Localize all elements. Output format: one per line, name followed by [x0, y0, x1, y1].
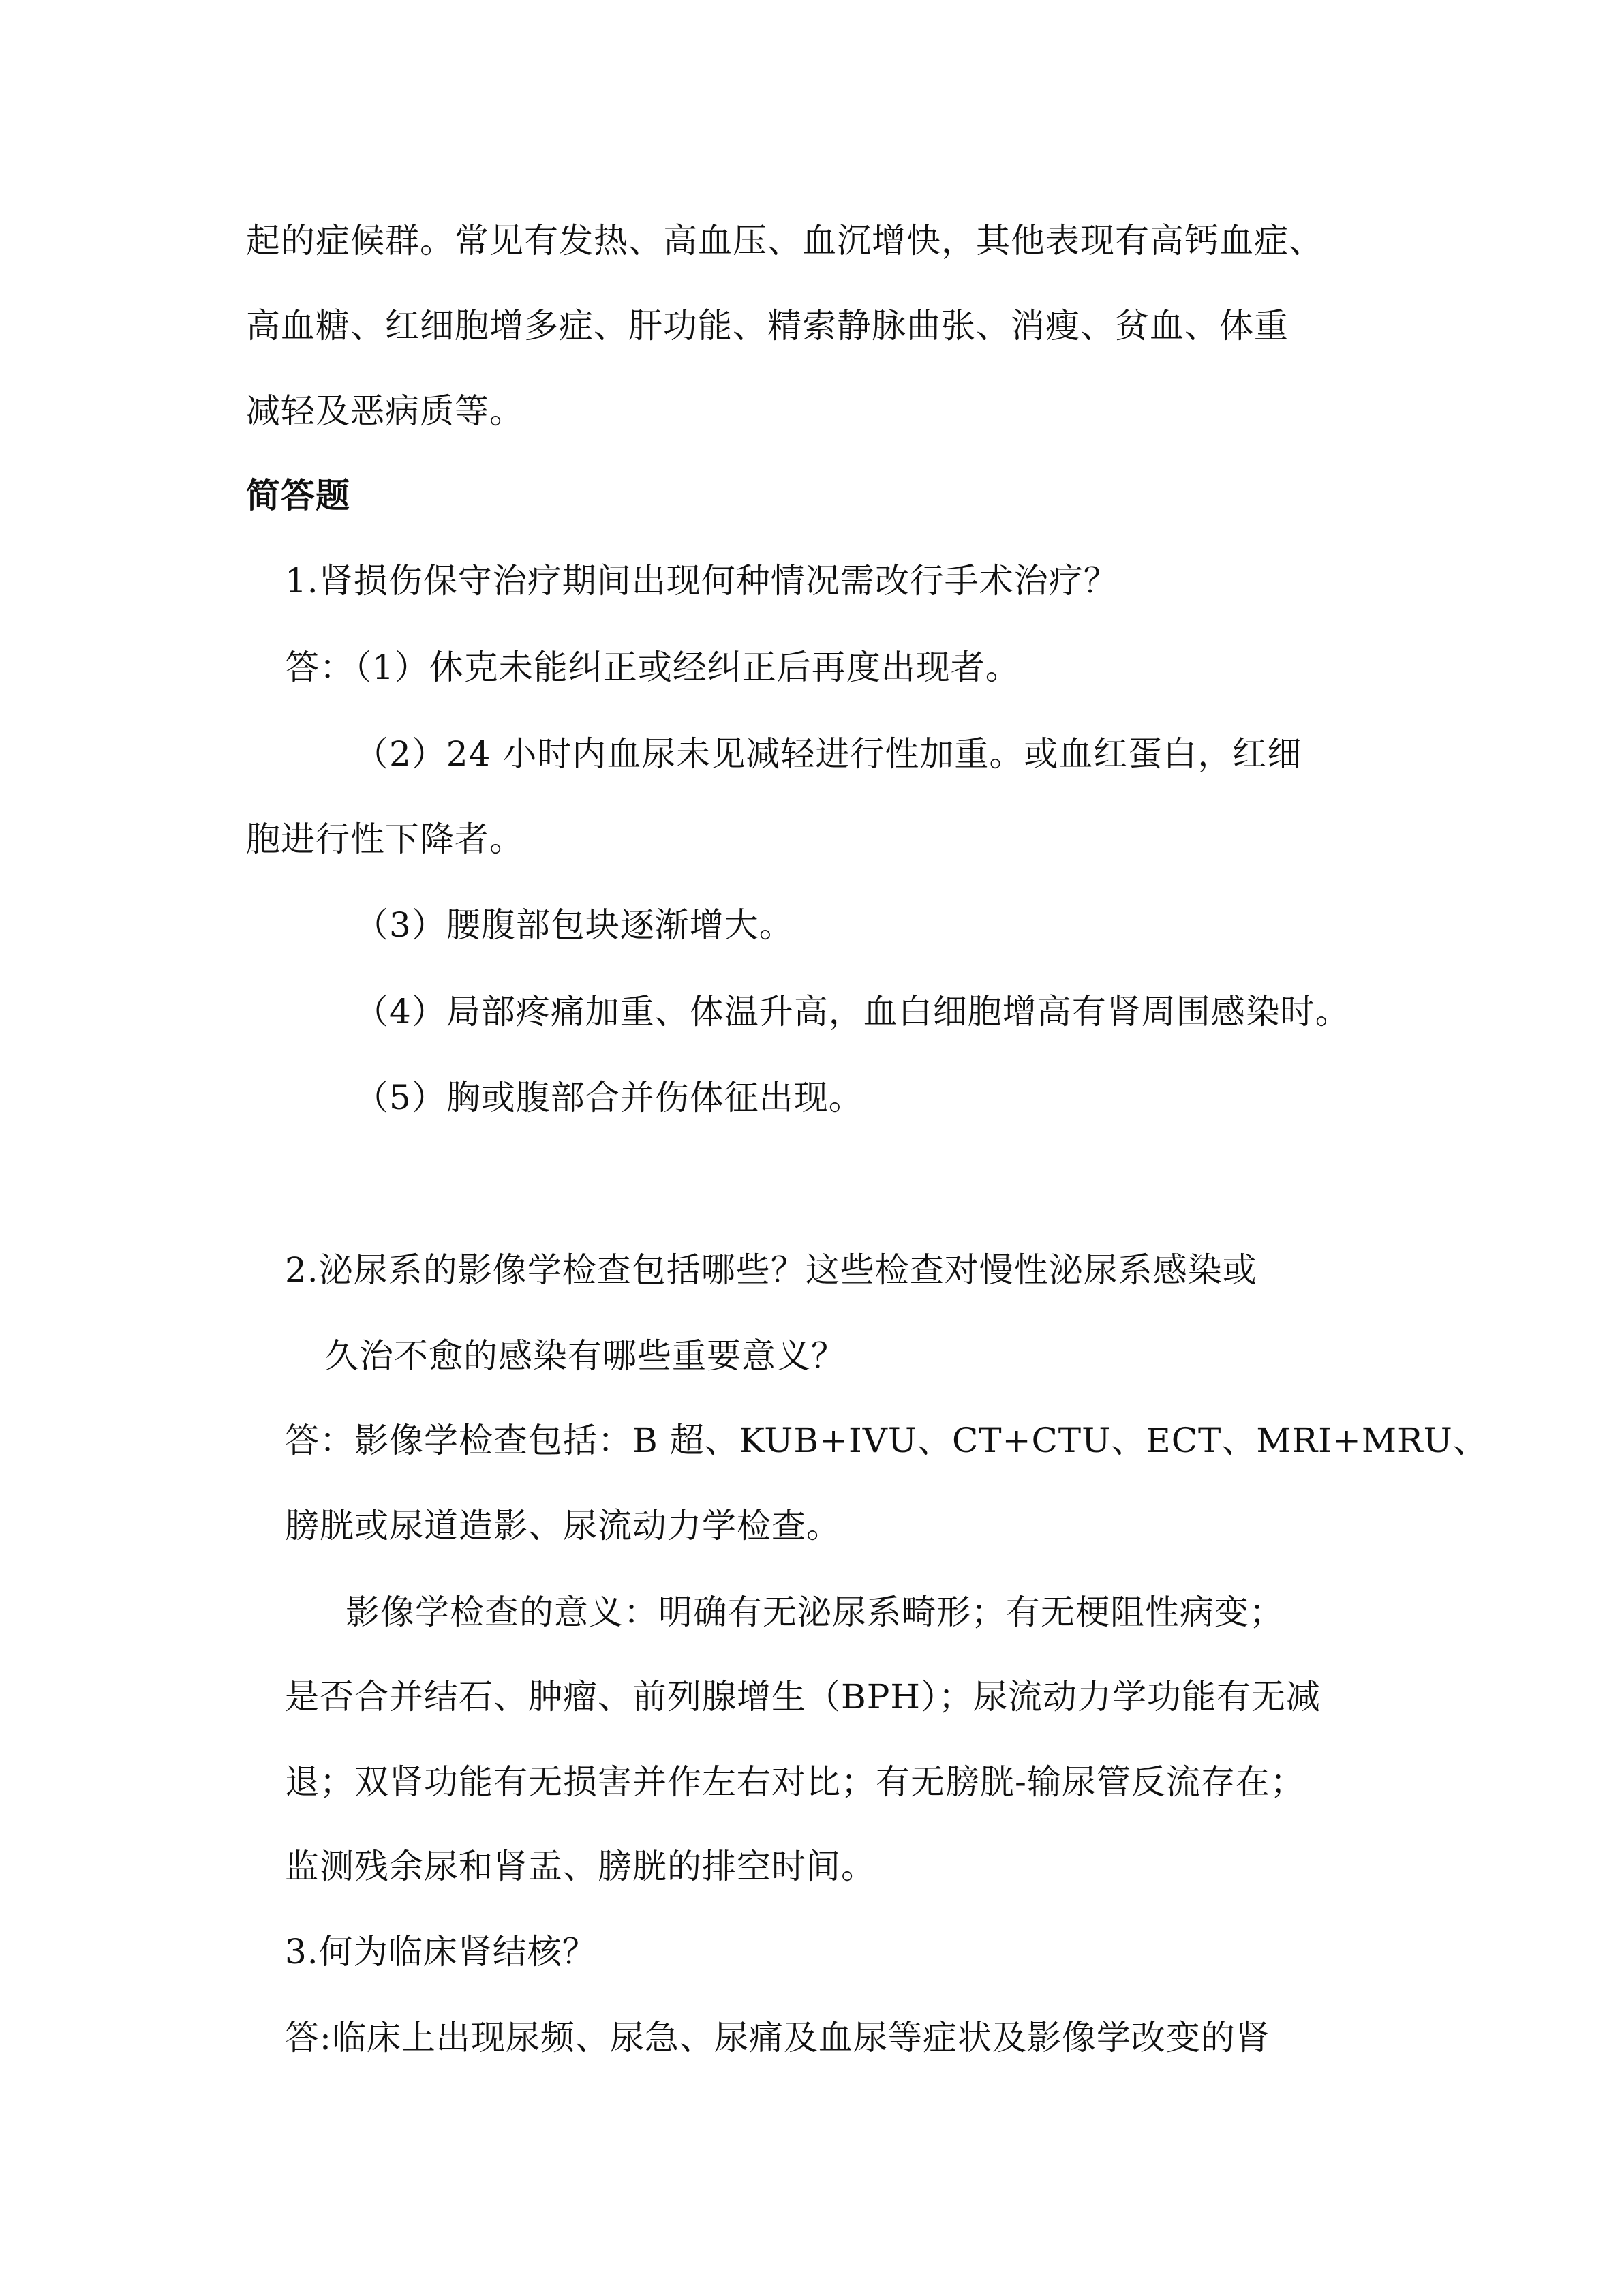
answer-line: 答:临床上出现尿频、尿急、尿痛及血尿等症状及影像学改变的肾: [285, 2018, 1270, 2057]
answer-item: （5）胸或腹部合并伤体征出现。: [354, 1078, 863, 1117]
section-heading: 简答题: [246, 475, 350, 515]
answer-paragraph-continued: 是否合并结石、肿瘤、前列腺增生（BPH）；尿流动力学功能有无减: [285, 1677, 1321, 1717]
question-line: 3.何为临床肾结核？: [285, 1932, 597, 1972]
paragraph-line: 起的症候群。常见有发热、高血压、血沉增快，其他表现有高钙血症、: [246, 221, 1323, 260]
answer-paragraph-continued: 退；双肾功能有无损害并作左右对比；有无膀胱-输尿管反流存在；: [285, 1762, 1305, 1802]
paragraph-line: 高血糖、红细胞增多症、肝功能、精索静脉曲张、消瘦、贫血、体重: [246, 306, 1289, 346]
paragraph-line: 减轻及恶病质等。: [246, 391, 524, 431]
answer-item-continued: 胞进行性下降者。: [246, 819, 524, 859]
question-line: 1.肾损伤保守治疗期间出现何种情况需改行手术治疗？: [285, 561, 1118, 601]
answer-line: 答：（1）休克未能纠正或经纠正后再度出现者。: [285, 648, 1020, 687]
answer-line: 答：影像学检查包括：B 超、KUB+IVU、CT+CTU、ECT、MRI+MRU、: [285, 1421, 1488, 1460]
question-line-continued: 久治不愈的感染有哪些重要意义？: [324, 1336, 846, 1376]
answer-paragraph: 影像学检查的意义：明确有无泌尿系畸形；有无梗阻性病变；: [346, 1592, 1284, 1632]
answer-item: （3）腰腹部包块逐渐增大。: [354, 905, 794, 945]
answer-item: （4）局部疼痛加重、体温升高，血白细胞增高有肾周围感染时。: [354, 992, 1350, 1031]
answer-paragraph-continued: 监测残余尿和肾盂、膀胱的排空时间。: [285, 1847, 876, 1886]
question-line: 2.泌尿系的影像学检查包括哪些？这些检查对慢性泌尿系感染或: [285, 1250, 1257, 1290]
answer-line-continued: 膀胱或尿道造影、尿流动力学检查。: [285, 1506, 841, 1545]
answer-item: （2）24 小时内血尿未见减轻进行性加重。或血红蛋白，红细: [354, 734, 1302, 774]
